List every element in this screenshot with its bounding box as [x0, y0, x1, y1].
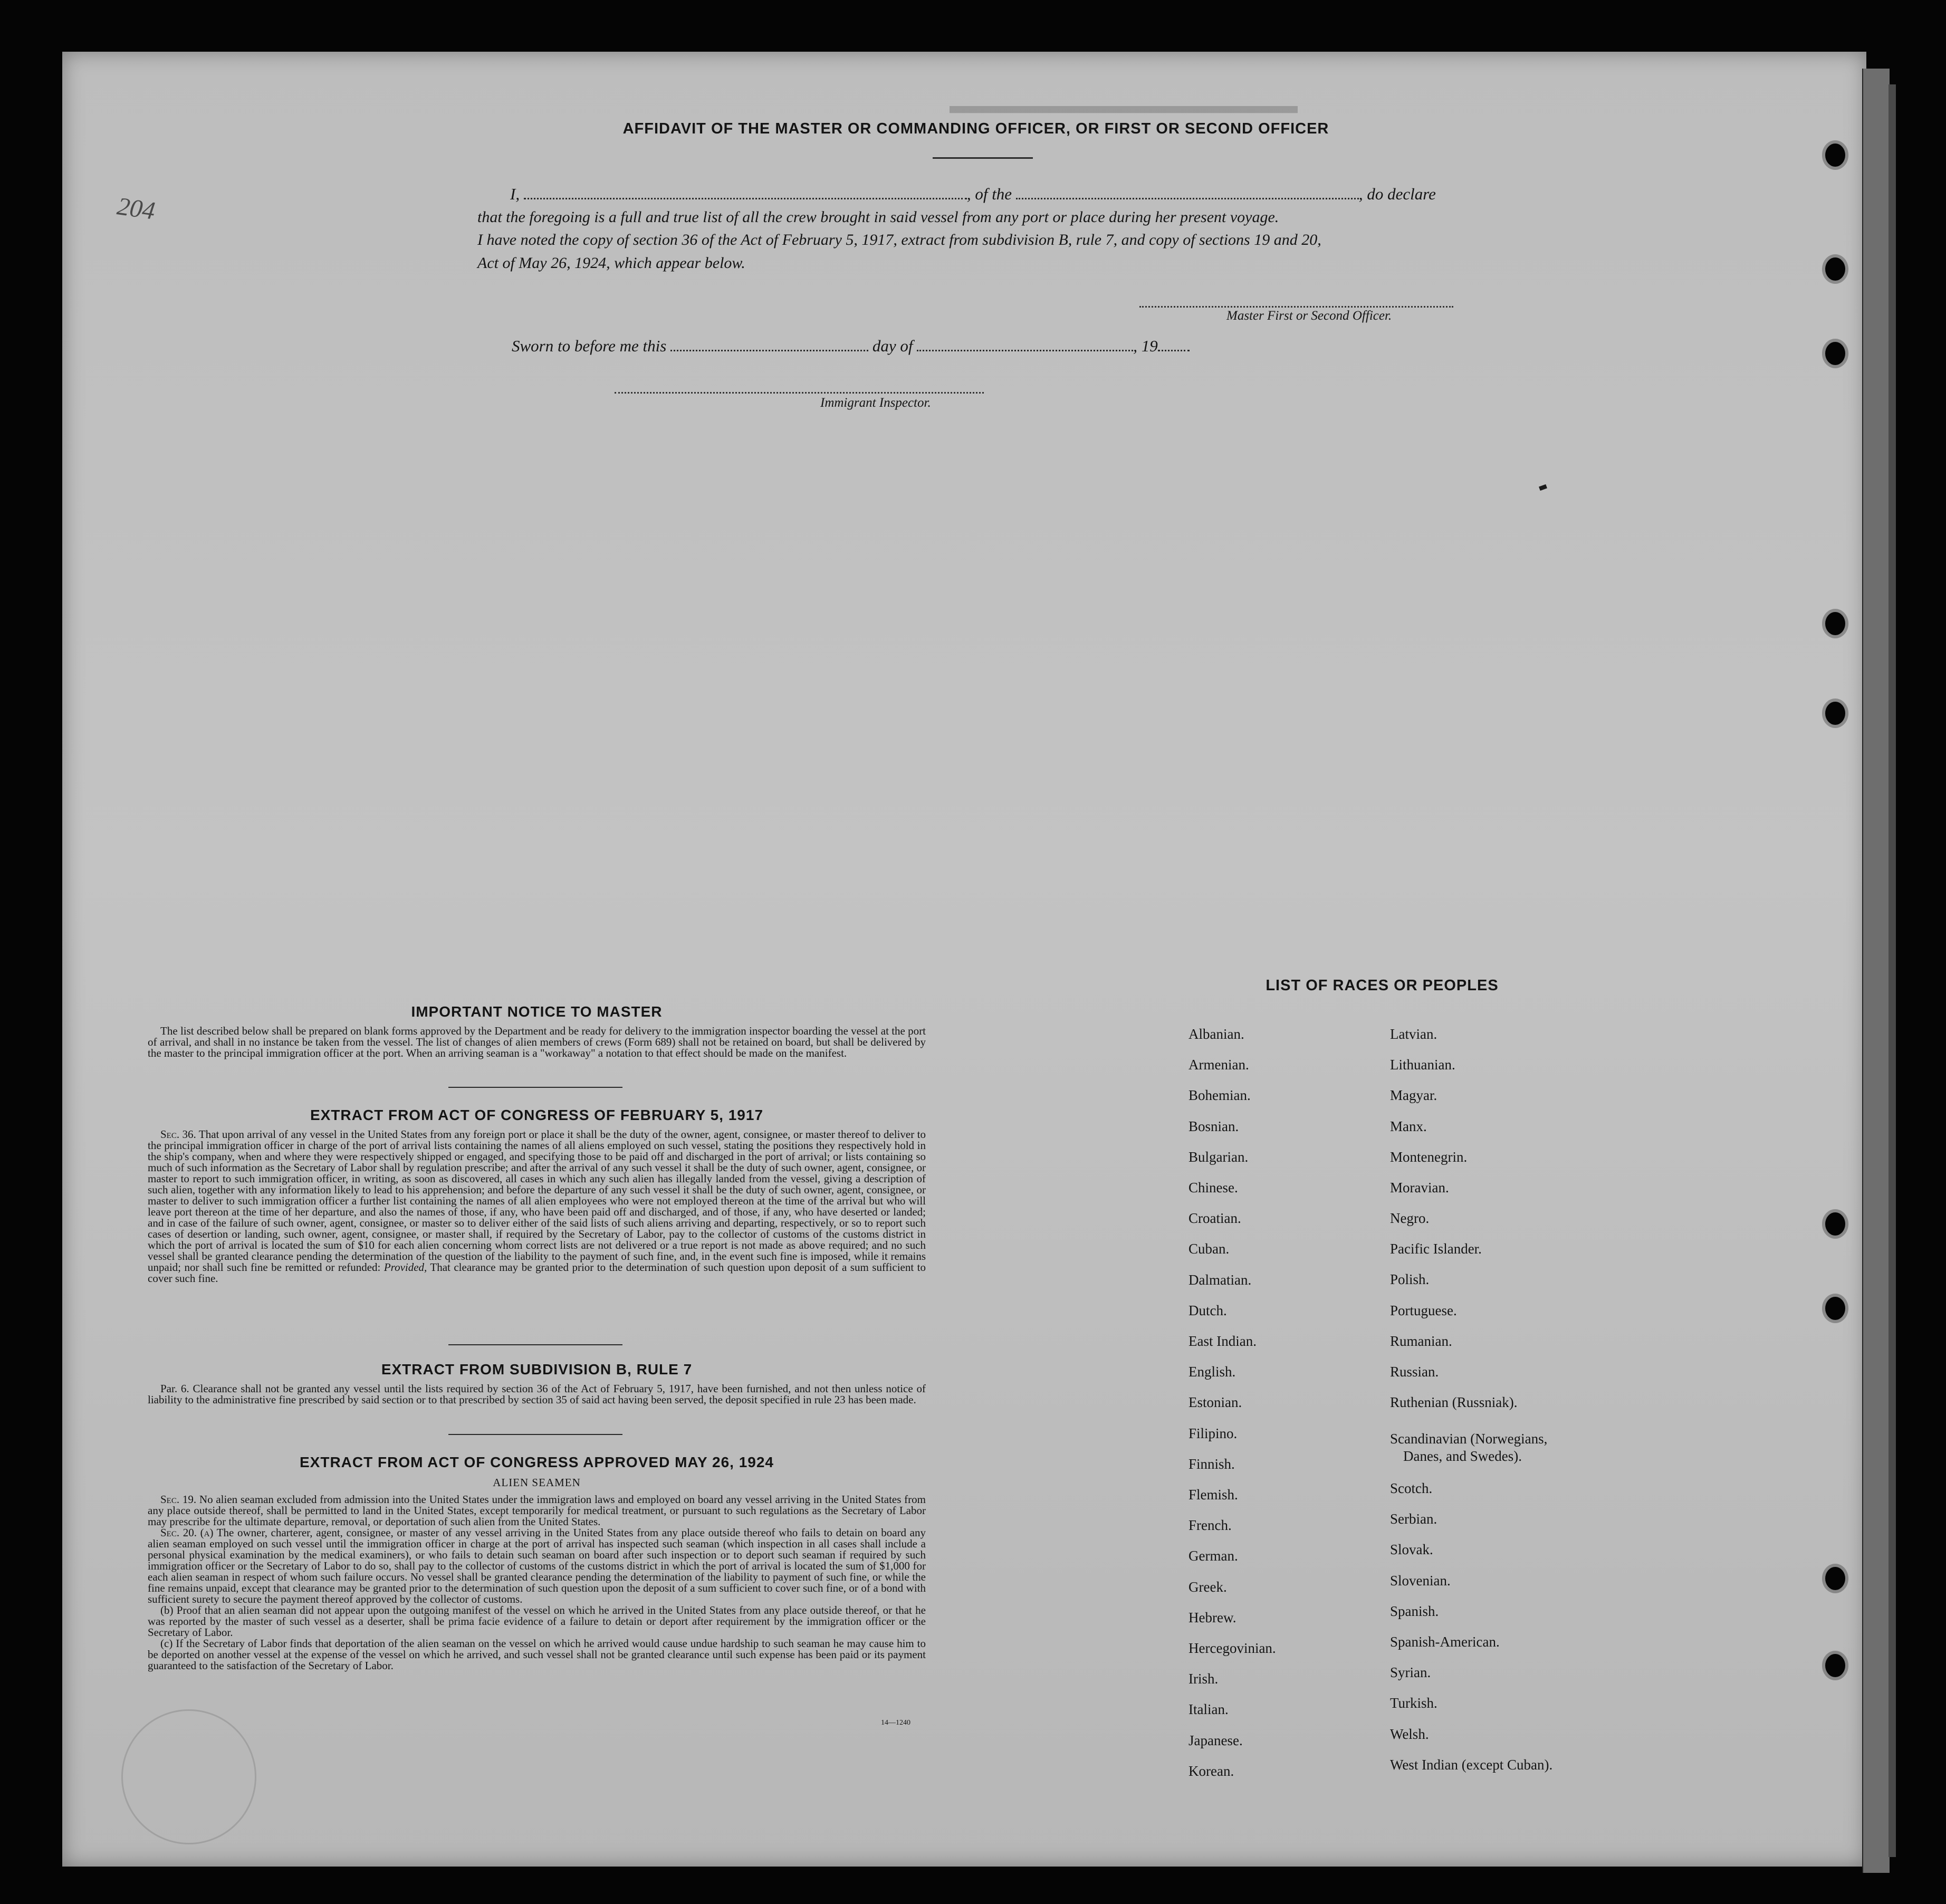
race-item: Danes, and Swedes). — [1403, 1448, 1522, 1464]
race-item: Scotch. — [1390, 1480, 1433, 1496]
race-item: Lithuanian. — [1390, 1057, 1455, 1073]
race-item: Greek. — [1188, 1578, 1227, 1595]
race-item: Irish. — [1188, 1671, 1219, 1687]
race-item: Bulgarian. — [1188, 1149, 1249, 1165]
binder-hole — [1825, 342, 1845, 365]
race-item: Welsh. — [1390, 1726, 1429, 1742]
race-item: Turkish. — [1390, 1695, 1437, 1711]
sec-19-paragraph — [148, 1494, 926, 1527]
sec-19-label: Sec. 19. — [160, 1493, 197, 1506]
race-item: Moravian. — [1390, 1180, 1449, 1195]
year-prefix-label: , 19 — [1133, 337, 1158, 355]
race-item: Bosnian. — [1188, 1118, 1239, 1134]
race-item: Italian. — [1188, 1701, 1229, 1718]
race-item: Slovak. — [1390, 1542, 1433, 1557]
affidavit-line-2: that the foregoing is a full and true list of all the crew brought in said vessel from any port or place during her present voyage. — [477, 208, 1279, 226]
binder-hole — [1825, 1567, 1845, 1590]
race-item: Chinese. — [1188, 1180, 1238, 1195]
notice-title: IMPORTANT NOTICE TO MASTER — [411, 1003, 663, 1020]
race-item: East Indian. — [1188, 1333, 1257, 1349]
affidavit-line-1 — [477, 185, 1436, 204]
provided-label: Provided, — [384, 1261, 427, 1274]
signature-label: Master First or Second Officer. — [1226, 309, 1392, 323]
race-item: Ruthenian (Russniak). — [1390, 1394, 1518, 1410]
faint-stamp — [121, 1709, 256, 1844]
race-item: Croatian. — [1188, 1210, 1241, 1227]
race-item: Spanish. — [1390, 1603, 1439, 1619]
inspector-label: Immigrant Inspector. — [820, 396, 931, 410]
declarant-name-field[interactable] — [524, 198, 967, 199]
race-item: Albanian. — [1188, 1026, 1244, 1042]
sec-36-text-end: That clearance may be granted prior to the determination of such question upon deposit of a sum sufficient to cover such fine. — [148, 1261, 926, 1285]
race-item: Korean. — [1188, 1763, 1234, 1779]
race-item: Spanish-American. — [1390, 1634, 1500, 1650]
sworn-day-field[interactable] — [670, 350, 868, 351]
sec-19-text: No alien seaman excluded from admission into the United States under the immigration laws and employed on board any vessel arriving in the United States from any place outside thereof, shall be permitted to land in the United States, except temporarily for medical treatment, or pursuant to such regulations as the Secretary of Labor may prescribe for the ultimate departure, removal, or deportation of such alien from the United States. — [148, 1493, 926, 1528]
race-item: Armenian. — [1188, 1057, 1249, 1073]
page-edge-shadow — [1889, 84, 1896, 1857]
inspector-signature-line[interactable] — [615, 392, 984, 394]
race-item: Dutch. — [1188, 1302, 1227, 1318]
race-item: Latvian. — [1390, 1026, 1437, 1042]
section-divider — [448, 1087, 622, 1088]
form-number: 14—1240 — [881, 1719, 910, 1727]
sec-20b-paragraph: (b) Proof that an alien seaman did not appear upon the outgoing manifest of the vessel on which he arrived in the United States from any place outside thereof, or that he was reported by the master of such vessel as a deserter, shall be prima facie evidence of a failure to detain or deport after requirement by the immigration officer or the Secretary of Labor. — [148, 1604, 926, 1639]
signature-line[interactable] — [1139, 306, 1453, 308]
sec-20a-paragraph — [148, 1527, 926, 1605]
binder-hole — [1825, 612, 1845, 635]
do-declare-label: , do declare — [1358, 185, 1436, 203]
extract-1924-title: EXTRACT FROM ACT OF CONGRESS APPROVED MAY 26, 1924 — [300, 1454, 774, 1470]
subdivision-body: Par. 6. Clearance shall not be granted any vessel until the lists required by section 36 of the Act of February 5, 1917, have been furnished, and not then unless notice of liability to the administrative fine prescribed by said section or to that prescribed by section 35 of said act having been served, the deposit specified in rule 23 has been made. — [148, 1382, 926, 1406]
race-item: Flemish. — [1188, 1487, 1238, 1503]
binder-hole — [1825, 1654, 1845, 1677]
sec-36-text: That upon arrival of any vessel in the United States from any foreign port or place it shall be the duty of the owner, agent, consignee, or master thereof to deliver to the principal immigration officer in charge of the port of arrival lists containing the names of all aliens employed on such vessel, stating the positions they respectively hold in the ship's company, when and where they were respectively shipped or engaged, and specifying those to be paid off and discharged in the port of arrival; or lists containing so much of such information as the Secretary of Labor shall by regulation prescribe; and after the arrival of any such vessel it shall be the duty of such owner, agent, consignee, or master to report to such immigration officer, in writing, as soon as discovered, all cases in which any such alien has illegally landed from the vessel, giving a description of such alien, together with any information likely to lead to his apprehension; and before the departure of any such vessel it shall be the duty of such owner, agent, consignee, or master to deliver to such immigration officer a further list containing the names of all alien employees who were not employed thereon at the time of the arrival but who will leave port thereon at the time of her departure, and also the names of those, if any, who have been paid off and discharged, and of those, if any, who have deserted or landed; and in case of the failure of such owner, agent, consignee, or master so to deliver either of the said lists of such aliens arriving and departing, respectively, or so to report such cases of desertion or landing, such owner, agent, consignee, or master shall, if required by the Secretary of Labor, pay to the collector of customs of the customs district in which the port of arrival is located the sum of $10 for each alien concerning whom correct lists are not delivered or a true report is not made as above required; and no such vessel shall be granted clearance pending the determination of the question of the liability to the payment of such fine, and, in the event such fine is imposed, while it remains unpaid; nor shall such fine be remitted or refunded: — [148, 1128, 926, 1274]
binder-hole — [1825, 143, 1845, 167]
affidavit-line-3: I have noted the copy of section 36 of the Act of February 5, 1917, extract from subdivision B, rule 7, and copy of sections 19 and 20, — [477, 231, 1321, 248]
race-item: Portuguese. — [1390, 1303, 1457, 1318]
extract-1917-title: EXTRACT FROM ACT OF CONGRESS OF FEBRUARY 5, 1917 — [310, 1107, 764, 1123]
race-item: Bohemian. — [1188, 1087, 1251, 1104]
sworn-month-field[interactable] — [917, 350, 1133, 351]
page-edge — [1862, 69, 1890, 1873]
race-item: Rumanian. — [1390, 1333, 1452, 1349]
binder-hole — [1825, 702, 1845, 725]
race-item: Hercegovinian. — [1188, 1640, 1276, 1656]
vessel-name-field[interactable] — [1016, 198, 1359, 199]
race-item: Estonian. — [1188, 1394, 1242, 1411]
sec-20-label: Sec. 20. (a) — [160, 1526, 214, 1539]
margin-note: 204 — [115, 192, 157, 225]
race-item: Filipino. — [1188, 1425, 1238, 1441]
section-divider — [448, 1344, 622, 1345]
race-item: Serbian. — [1390, 1511, 1437, 1527]
declarant-label: I, — [510, 185, 520, 203]
race-item: German. — [1188, 1548, 1238, 1564]
title-underline — [933, 157, 1033, 159]
binder-hole — [1825, 257, 1845, 281]
extract-1924-body — [148, 1494, 926, 1671]
race-item: English. — [1188, 1364, 1236, 1380]
sec-20c-paragraph: (c) If the Secretary of Labor finds that deportation of the alien seaman on the vessel on which he arrived would cause undue hardship to such seaman he may cause him to be deported on another vessel at the expense of the vessel on which he arrived, and such vessel shall not be granted clearance until such expense has been paid or its payment guaranteed to the satisfaction of the Secretary of Labor. — [148, 1637, 926, 1672]
race-item: Dalmatian. — [1188, 1271, 1252, 1288]
race-item: Cuban. — [1188, 1241, 1230, 1257]
sec-20a-text: The owner, charterer, agent, consignee, or master of any vessel arriving in the United States from any place outside thereof who fails to detain on board any alien seaman employed on such vessel until the immigration officer in charge at the port of arrival has inspected such seaman (which inspection in all cases shall include a personal physical examination by the medical examiners), or who fails to detain such seaman on board after such inspection or to deport such seaman if required by such immigration officer or the Secretary of Labor to do so, shall pay to the collector of customs of the customs district in which the port of arrival is located the sum of $1,000 for each alien seaman in respect of whom such failure occurs. No vessel shall be granted clearance pending the determination of the liability to payment of such fine, or while the fine remains unpaid, except that clearance may be granted prior to the determination of such question upon the deposit of a sum sufficient to cover such fine, or of a bond with sufficient surety to secure the payment thereof approved by the collector of customs. — [148, 1526, 926, 1605]
race-item: Pacific Islander. — [1390, 1241, 1482, 1257]
race-item: Montenegrin. — [1390, 1149, 1468, 1165]
race-item: Scandinavian (Norwegians, — [1390, 1431, 1548, 1447]
races-title: LIST OF RACES OR PEOPLES — [1266, 977, 1499, 994]
sworn-label: Sworn to before me this — [512, 337, 667, 355]
race-item: French. — [1188, 1517, 1232, 1534]
of-the-label: , of the — [966, 185, 1012, 203]
race-item: Japanese. — [1188, 1732, 1243, 1748]
race-item: Hebrew. — [1188, 1609, 1236, 1625]
race-item: Polish. — [1390, 1271, 1430, 1287]
race-item: West Indian (except Cuban). — [1390, 1757, 1553, 1773]
extract-1917-body — [148, 1129, 926, 1284]
affidavit-title: AFFIDAVIT OF THE MASTER OR COMMANDING OFFICER, OR FIRST OR SECOND OFFICER — [622, 120, 1329, 137]
subdivision-title: EXTRACT FROM SUBDIVISION B, RULE 7 — [381, 1361, 693, 1377]
sworn-line — [512, 337, 1190, 356]
sec-36-label: Sec. 36. — [160, 1128, 196, 1141]
binder-hole — [1825, 1212, 1845, 1236]
race-item: Magyar. — [1390, 1087, 1437, 1103]
race-item: Manx. — [1390, 1118, 1427, 1134]
section-divider — [448, 1434, 622, 1435]
affidavit-line-4: Act of May 26, 1924, which appear below. — [477, 254, 745, 272]
show-through-text: ▬▬▬▬▬▬▬▬▬▬▬▬▬▬▬ — [950, 101, 1298, 127]
race-item: Russian. — [1390, 1364, 1439, 1380]
alien-seamen-subtitle: ALIEN SEAMEN — [493, 1476, 581, 1489]
race-item: Syrian. — [1390, 1664, 1431, 1680]
race-item: Negro. — [1390, 1210, 1430, 1226]
day-of-label: day of — [872, 337, 913, 355]
notice-body: The list described below shall be prepared on blank forms approved by the Department and be ready for delivery to the immigration inspector boarding the vessel at the port of arrival, and shall in no instance be taken from the vessel. The list of changes of alien members of crews (Form 689) shall not be retained on board, but shall be delivered by the master to the principal immigration officer at the port. When an arriving seaman is a "workaway" a notation to that effect should be made on the manifest. — [148, 1025, 926, 1059]
binder-hole — [1825, 1297, 1845, 1320]
race-item: Finnish. — [1188, 1456, 1235, 1472]
race-item: Slovenian. — [1390, 1573, 1451, 1589]
sworn-year-field[interactable] — [1158, 350, 1190, 351]
